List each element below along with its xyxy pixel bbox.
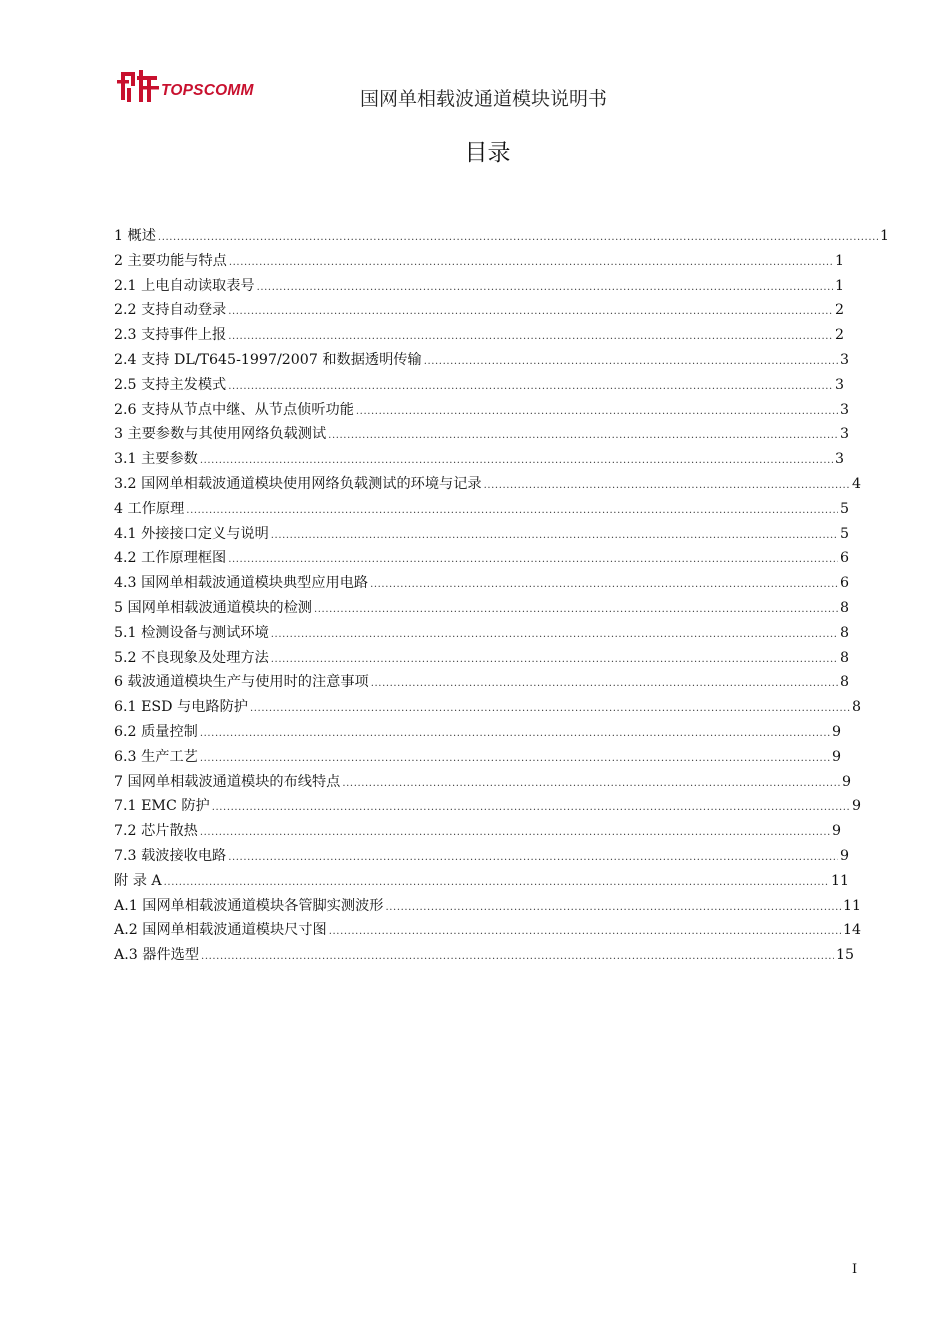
toc-entry[interactable] <box>114 499 849 524</box>
toc-entry[interactable] <box>114 449 844 474</box>
toc-entry-page: 4 <box>851 475 861 492</box>
toc-entry-label: 7 国网单相载波通道模块的布线特点 <box>114 773 341 790</box>
toc-entry[interactable] <box>114 350 849 375</box>
toc-dot-leader <box>329 922 841 942</box>
toc-entry-page: 11 <box>842 897 861 914</box>
toc-entry-label: 2.3 支持事件上报 <box>114 327 227 344</box>
toc-entry[interactable] <box>114 697 861 722</box>
toc-entry-page: 1 <box>834 277 844 294</box>
toc-dot-leader <box>164 873 829 893</box>
toc-dot-leader <box>484 476 850 496</box>
toc-entry-label: 4 工作原理 <box>114 500 185 517</box>
toc-entry[interactable] <box>114 573 849 598</box>
toc-entry-label: 4.1 外接接口定义与说明 <box>114 525 269 542</box>
topscomm-logo-icon <box>117 66 161 106</box>
toc-dot-leader <box>271 625 838 645</box>
toc-dot-leader <box>201 947 834 967</box>
toc-entry-label: 7.1 EMC 防护 <box>114 798 210 815</box>
toc-entry-page: 5 <box>839 525 849 542</box>
toc-dot-leader <box>212 798 850 818</box>
toc-entry[interactable] <box>114 400 849 425</box>
toc-entry[interactable] <box>114 821 841 846</box>
toc-entry-label: 4.2 工作原理框图 <box>114 550 227 567</box>
toc-entry-label: 7.2 芯片散热 <box>114 823 198 840</box>
toc-entry-page: 8 <box>839 674 849 691</box>
toc-entry[interactable] <box>114 325 844 350</box>
toc-entry-label: 2 主要功能与特点 <box>114 252 227 269</box>
toc-dot-leader <box>370 575 838 595</box>
page-number: I <box>852 1262 858 1277</box>
toc-entry-page: 3 <box>834 451 844 468</box>
toc-entry-label: 5.2 不良现象及处理方法 <box>114 649 269 666</box>
toc-entry-page: 11 <box>830 872 849 889</box>
toc-dot-leader <box>271 526 838 546</box>
toc-entry[interactable] <box>114 672 849 697</box>
toc-entry[interactable] <box>114 896 861 921</box>
toc-dot-leader <box>342 774 840 794</box>
toc-entry-label: 6.2 质量控制 <box>114 723 198 740</box>
toc-entry-page: 2 <box>834 327 844 344</box>
toc-entry-label: 附 录 A <box>114 872 162 889</box>
toc-entry-label: 5.1 检测设备与测试环境 <box>114 624 269 641</box>
toc-entry-page: 6 <box>839 575 849 592</box>
toc-entry-page: 8 <box>839 649 849 666</box>
toc-entry[interactable] <box>114 524 849 549</box>
toc-dot-leader <box>186 501 838 521</box>
toc-entry[interactable] <box>114 375 844 400</box>
toc-entry[interactable] <box>114 276 844 301</box>
toc-dot-leader <box>228 550 838 570</box>
toc-entry-page: 9 <box>841 773 851 790</box>
toc-entry[interactable] <box>114 722 841 747</box>
toc-entry[interactable] <box>114 251 844 276</box>
toc-dot-leader <box>271 650 838 670</box>
toc-entry-label: A.1 国网单相载波通道模块各管脚实测波形 <box>114 897 384 914</box>
toc-entry-label: 2.5 支持主发模式 <box>114 376 227 393</box>
toc-entry[interactable] <box>114 945 854 970</box>
toc-entry[interactable] <box>114 796 861 821</box>
toc-entry-page: 3 <box>839 401 849 418</box>
toc-dot-leader <box>228 327 833 347</box>
company-logo <box>117 66 277 106</box>
toc-entry[interactable] <box>114 871 849 896</box>
toc-entry-label: A.2 国网单相载波通道模块尺寸图 <box>114 922 327 939</box>
toc-entry-page: 9 <box>831 748 841 765</box>
toc-entry-page: 2 <box>834 302 844 319</box>
toc-dot-leader <box>200 823 830 843</box>
toc-entry-label: 3.1 主要参数 <box>114 451 198 468</box>
toc-entry-page: 5 <box>839 500 849 517</box>
toc-dot-leader <box>250 699 850 719</box>
toc-entry-page: 1 <box>834 252 844 269</box>
toc-dot-leader <box>200 724 830 744</box>
toc-entry[interactable] <box>114 598 849 623</box>
toc-entry-page: 3 <box>839 351 849 368</box>
toc-dot-leader <box>158 228 878 248</box>
toc-entry-page: 8 <box>839 599 849 616</box>
toc-heading: 目录 <box>464 140 511 166</box>
toc-entry-page: 15 <box>835 947 854 964</box>
document-header-title: 国网单相载波通道模块说明书 <box>360 88 608 110</box>
toc-dot-leader <box>328 426 838 446</box>
toc-dot-leader <box>229 253 833 273</box>
toc-entry-label: 7.3 载波接收电路 <box>114 847 227 864</box>
toc-entry-label: 2.1 上电自动读取表号 <box>114 277 255 294</box>
toc-dot-leader <box>371 674 838 694</box>
toc-entry-page: 14 <box>842 922 861 939</box>
toc-dot-leader <box>314 600 838 620</box>
toc-entry[interactable] <box>114 548 849 573</box>
toc-entry-label: 4.3 国网单相载波通道模块典型应用电路 <box>114 575 369 592</box>
toc-entry-page: 9 <box>839 847 849 864</box>
toc-entry[interactable] <box>114 474 861 499</box>
toc-entry-label: 6.1 ESD 与电路防护 <box>114 699 248 716</box>
toc-entry-page: 9 <box>851 798 861 815</box>
toc-entry-label: 6 载波通道模块生产与使用时的注意事项 <box>114 674 369 691</box>
toc-entry-label: 5 国网单相载波通道模块的检测 <box>114 599 312 616</box>
toc-entry-label: 2.4 支持 DL/T645-1997/2007 和数据透明传输 <box>114 351 422 368</box>
toc-entry-page: 9 <box>831 723 841 740</box>
toc-entry[interactable] <box>114 772 851 797</box>
toc-dot-leader <box>257 278 833 298</box>
toc-entry-page: 3 <box>834 376 844 393</box>
toc-entry-page: 9 <box>831 823 841 840</box>
toc-dot-leader <box>228 848 838 868</box>
toc-entry[interactable] <box>114 300 844 325</box>
toc-entry[interactable] <box>114 747 841 772</box>
toc-entry-label: 1 概述 <box>114 228 156 244</box>
toc-entry[interactable] <box>114 846 849 871</box>
toc-entry-label: 3.2 国网单相载波通道模块使用网络负载测试的环境与记录 <box>114 475 482 492</box>
toc-entry-label: 2.2 支持自动登录 <box>114 302 227 319</box>
toc-entry[interactable] <box>114 623 849 648</box>
toc-entry-page: 8 <box>851 699 861 716</box>
toc-entry-page: 6 <box>839 550 849 567</box>
toc-entry-page: 1 <box>879 228 889 244</box>
toc-dot-leader <box>200 749 830 769</box>
toc-dot-leader <box>356 402 838 422</box>
toc-dot-leader <box>228 377 833 397</box>
toc-entry-page: 3 <box>839 426 849 443</box>
toc-entry-page: 8 <box>839 624 849 641</box>
toc-entry[interactable] <box>114 920 861 945</box>
toc-dot-leader <box>200 451 833 471</box>
toc-entry[interactable] <box>114 424 849 449</box>
logo-wordmark: TOPSCOMM <box>161 82 254 99</box>
toc-entry-label: 2.6 支持从节点中继、从节点侦听功能 <box>114 401 354 418</box>
toc-dot-leader <box>228 302 833 322</box>
toc-entry-label: 6.3 生产工艺 <box>114 748 198 765</box>
toc-entry[interactable] <box>114 648 849 673</box>
toc-dot-leader <box>385 898 840 918</box>
toc-entry[interactable] <box>114 226 889 251</box>
toc-dot-leader <box>424 352 838 372</box>
toc-entry-label: A.3 器件选型 <box>114 947 200 964</box>
toc-entry-label: 3 主要参数与其使用网络负载测试 <box>114 426 327 443</box>
table-of-contents <box>114 226 889 970</box>
